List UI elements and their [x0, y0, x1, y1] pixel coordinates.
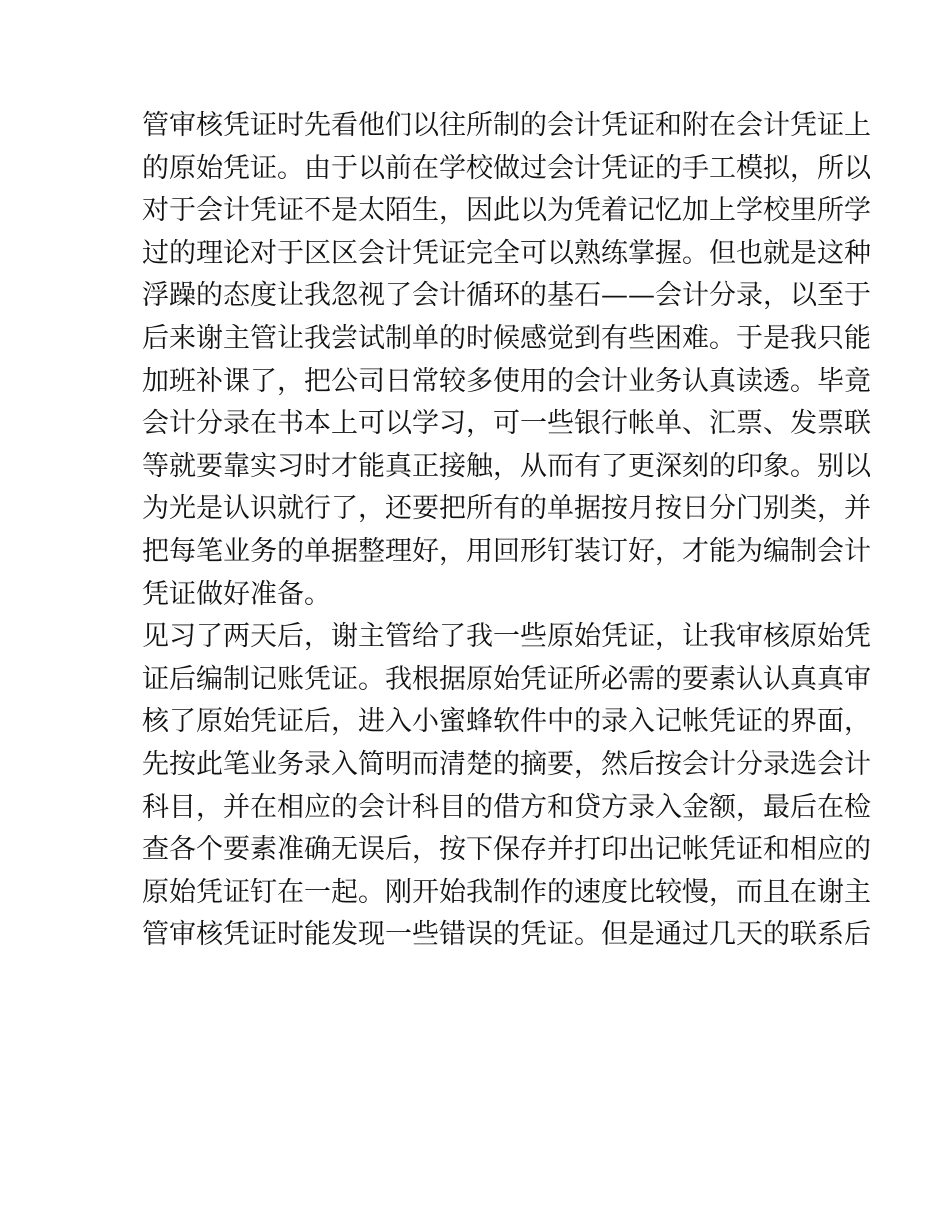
text-line: 核了原始凭证后，进入小蜜蜂软件中的录入记帐凭证的界面， [142, 706, 871, 738]
text-line: 浮躁的态度让我忽视了会计循环的基石——会计分录，以至于 [142, 280, 871, 312]
text-line: 后来谢主管让我尝试制单的时候感觉到有些困难。于是我只能 [142, 322, 871, 354]
text-line: 等就要靠实习时才能真正接触，从而有了更深刻的印象。别以 [142, 450, 871, 482]
text-line: 过的理论对于区区会计凭证完全可以熟练掌握。但也就是这种 [142, 237, 871, 269]
text-line: 管审核凭证时先看他们以往所制的会计凭证和附在会计凭证上 [142, 110, 871, 141]
text-line: 先按此笔业务录入简明而清楚的摘要，然后按会计分录选会计 [142, 748, 871, 780]
text-line: 查各个要素准确无误后，按下保存并打印出记帐凭证和相应的 [142, 834, 871, 866]
text-line: 管审核凭证时能发现一些错误的凭证。但是通过几天的联系后 [142, 919, 871, 951]
text-line: 为光是认识就行了，还要把所有的单据按月按日分门别类，并 [142, 493, 871, 525]
text-line: 原始凭证钉在一起。刚开始我制作的速度比较慢，而且在谢主 [142, 876, 871, 908]
text-line: 会计分录在书本上可以学习，可一些银行帐单、汇票、发票联 [142, 408, 871, 440]
text-line: 见习了两天后，谢主管给了我一些原始凭证，让我审核原始凭 [142, 621, 871, 653]
text-line: 科目，并在相应的会计科目的借方和贷方录入金额，最后在检 [142, 791, 871, 823]
text-line: 证后编制记账凭证。我根据原始凭证所必需的要素认认真真审 [142, 663, 871, 695]
text-line: 凭证做好准备。 [142, 578, 331, 610]
body-text [142, 105, 871, 957]
text-line: 的原始凭证。由于以前在学校做过会计凭证的手工模拟，所以 [142, 152, 871, 184]
text-line: 对于会计凭证不是太陌生，因此以为凭着记忆加上学校里所学 [142, 195, 871, 227]
text-line: 把每笔业务的单据整理好，用回形钉装订好，才能为编制会计 [142, 535, 871, 567]
text-line: 加班补课了，把公司日常较多使用的会计业务认真读透。毕竟 [142, 365, 871, 397]
